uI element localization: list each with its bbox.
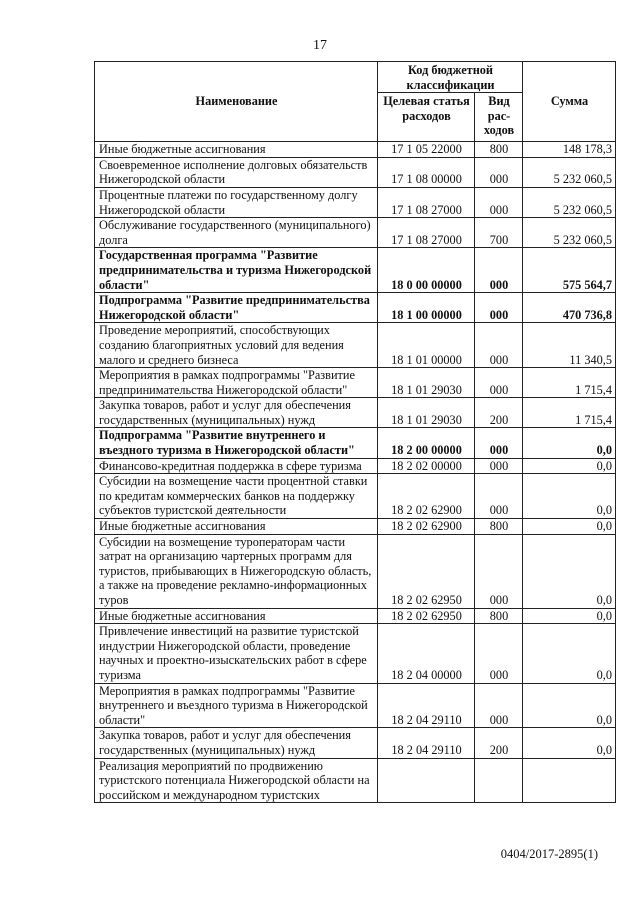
row-sum: 5 232 060,5 <box>523 157 616 187</box>
row-kind: 700 <box>475 218 523 248</box>
table-row <box>95 458 616 474</box>
row-name: Иные бюджетные ассигнования <box>95 608 378 624</box>
table-row <box>95 534 616 608</box>
table-row <box>95 248 616 293</box>
table-row <box>95 323 616 368</box>
row-kind: 000 <box>475 293 523 323</box>
row-sum: 470 736,8 <box>523 293 616 323</box>
row-code: 18 1 00 00000 <box>378 293 475 323</box>
row-sum <box>523 758 616 803</box>
row-kind: 000 <box>475 323 523 368</box>
row-code: 18 2 04 29110 <box>378 728 475 758</box>
row-sum: 148 178,3 <box>523 142 616 158</box>
row-kind: 000 <box>475 187 523 217</box>
row-sum: 5 232 060,5 <box>523 187 616 217</box>
row-sum: 0,0 <box>523 683 616 728</box>
table-row <box>95 157 616 187</box>
row-kind: 000 <box>475 428 523 458</box>
table-row <box>95 218 616 248</box>
row-kind: 200 <box>475 728 523 758</box>
table-row <box>95 187 616 217</box>
table-row <box>95 728 616 758</box>
row-kind: 800 <box>475 519 523 535</box>
row-kind: 000 <box>475 458 523 474</box>
row-code: 17 1 08 00000 <box>378 157 475 187</box>
row-kind: 000 <box>475 474 523 519</box>
header-expense-kind: Вид рас-ходов <box>475 93 523 142</box>
row-sum: 575 564,7 <box>523 248 616 293</box>
row-name: Субсидии на возмещение части процентной ставки по кредитам коммерческих банков на поддержку субъектов туристской деятельности <box>95 474 378 519</box>
row-sum: 0,0 <box>523 534 616 608</box>
row-sum: 0,0 <box>523 728 616 758</box>
row-name: Процентные платежи по государственному долгу Нижегородской области <box>95 187 378 217</box>
row-name: Реализация мероприятий по продвижению туристского потенциала Нижегородской области на российском и международном туристских <box>95 758 378 803</box>
header-sum: Сумма <box>523 62 616 142</box>
row-name: Финансово-кредитная поддержка в сфере туризма <box>95 458 378 474</box>
row-code: 18 2 02 62900 <box>378 519 475 535</box>
table-row <box>95 142 616 158</box>
row-sum: 0,0 <box>523 519 616 535</box>
row-code <box>378 758 475 803</box>
row-code: 17 1 05 22000 <box>378 142 475 158</box>
row-name: Подпрограмма "Развитие предпринимательства Нижегородской области" <box>95 293 378 323</box>
table-row <box>95 368 616 398</box>
row-kind: 000 <box>475 157 523 187</box>
row-name: Своевременное исполнение долговых обязательств Нижегородской области <box>95 157 378 187</box>
row-code: 18 1 01 00000 <box>378 323 475 368</box>
row-name: Субсидии на возмещение туроператорам части затрат на организацию чартерных программ для туристов, прибывающих в Нижегородскую область, а также на проведение рекламно-информационных туров <box>95 534 378 608</box>
header-code-group: Код бюджетной классификации <box>378 62 523 93</box>
row-kind: 000 <box>475 683 523 728</box>
row-kind: 000 <box>475 368 523 398</box>
table-row <box>95 293 616 323</box>
row-kind: 800 <box>475 608 523 624</box>
row-name: Государственная программа "Развитие предпринимательства и туризма Нижегородской области" <box>95 248 378 293</box>
row-code: 17 1 08 27000 <box>378 187 475 217</box>
row-kind: 200 <box>475 398 523 428</box>
row-code: 18 2 02 62900 <box>378 474 475 519</box>
row-name: Закупка товаров, работ и услуг для обеспечения государственных (муниципальных) нужд <box>95 728 378 758</box>
row-name: Подпрограмма "Развитие внутреннего и въездного туризма в Нижегородской области" <box>95 428 378 458</box>
table-row <box>95 398 616 428</box>
row-sum: 0,0 <box>523 624 616 683</box>
row-name: Проведение мероприятий, способствующих созданию благоприятных условий для ведения малого и среднего бизнеса <box>95 323 378 368</box>
row-kind: 800 <box>475 142 523 158</box>
row-code: 18 1 01 29030 <box>378 398 475 428</box>
row-name: Иные бюджетные ассигнования <box>95 519 378 535</box>
row-code: 18 2 04 00000 <box>378 624 475 683</box>
row-sum: 0,0 <box>523 608 616 624</box>
table-row <box>95 758 616 803</box>
table-row <box>95 683 616 728</box>
row-code: 18 2 00 00000 <box>378 428 475 458</box>
row-sum: 1 715,4 <box>523 368 616 398</box>
row-name: Мероприятия в рамках подпрограммы "Развитие внутреннего и въездного туризма в Нижегородской области" <box>95 683 378 728</box>
row-sum: 1 715,4 <box>523 398 616 428</box>
table-row <box>95 428 616 458</box>
row-code: 18 0 00 00000 <box>378 248 475 293</box>
table-body <box>95 142 616 803</box>
row-name: Закупка товаров, работ и услуг для обеспечения государственных (муниципальных) нужд <box>95 398 378 428</box>
row-kind: 000 <box>475 248 523 293</box>
header-name: Наименование <box>95 62 378 142</box>
row-code: 18 2 02 62950 <box>378 608 475 624</box>
row-name: Привлечение инвестиций на развитие туристской индустрии Нижегородской области, проведение научных и проектно-изыскательских работ в сфере туризма <box>95 624 378 683</box>
row-code: 18 2 02 00000 <box>378 458 475 474</box>
row-sum: 11 340,5 <box>523 323 616 368</box>
row-code: 18 2 04 29110 <box>378 683 475 728</box>
row-sum: 0,0 <box>523 428 616 458</box>
table-row <box>95 624 616 683</box>
row-kind <box>475 758 523 803</box>
row-sum: 0,0 <box>523 474 616 519</box>
table-row <box>95 474 616 519</box>
row-code: 17 1 08 27000 <box>378 218 475 248</box>
row-name: Обслуживание государственного (муниципального) долга <box>95 218 378 248</box>
row-kind: 000 <box>475 534 523 608</box>
header-target-article: Целевая статья расходов <box>378 93 475 142</box>
table-row <box>95 608 616 624</box>
row-code: 18 1 01 29030 <box>378 368 475 398</box>
table-row <box>95 519 616 535</box>
row-name: Иные бюджетные ассигнования <box>95 142 378 158</box>
row-kind: 000 <box>475 624 523 683</box>
document-code: 0404/2017-2895(1) <box>500 847 598 861</box>
row-sum: 0,0 <box>523 458 616 474</box>
row-sum: 5 232 060,5 <box>523 218 616 248</box>
row-name: Мероприятия в рамках подпрограммы "Развитие предпринимательства Нижегородской области" <box>95 368 378 398</box>
row-code: 18 2 02 62950 <box>378 534 475 608</box>
budget-table <box>94 61 616 803</box>
page-number: 17 <box>313 38 327 53</box>
